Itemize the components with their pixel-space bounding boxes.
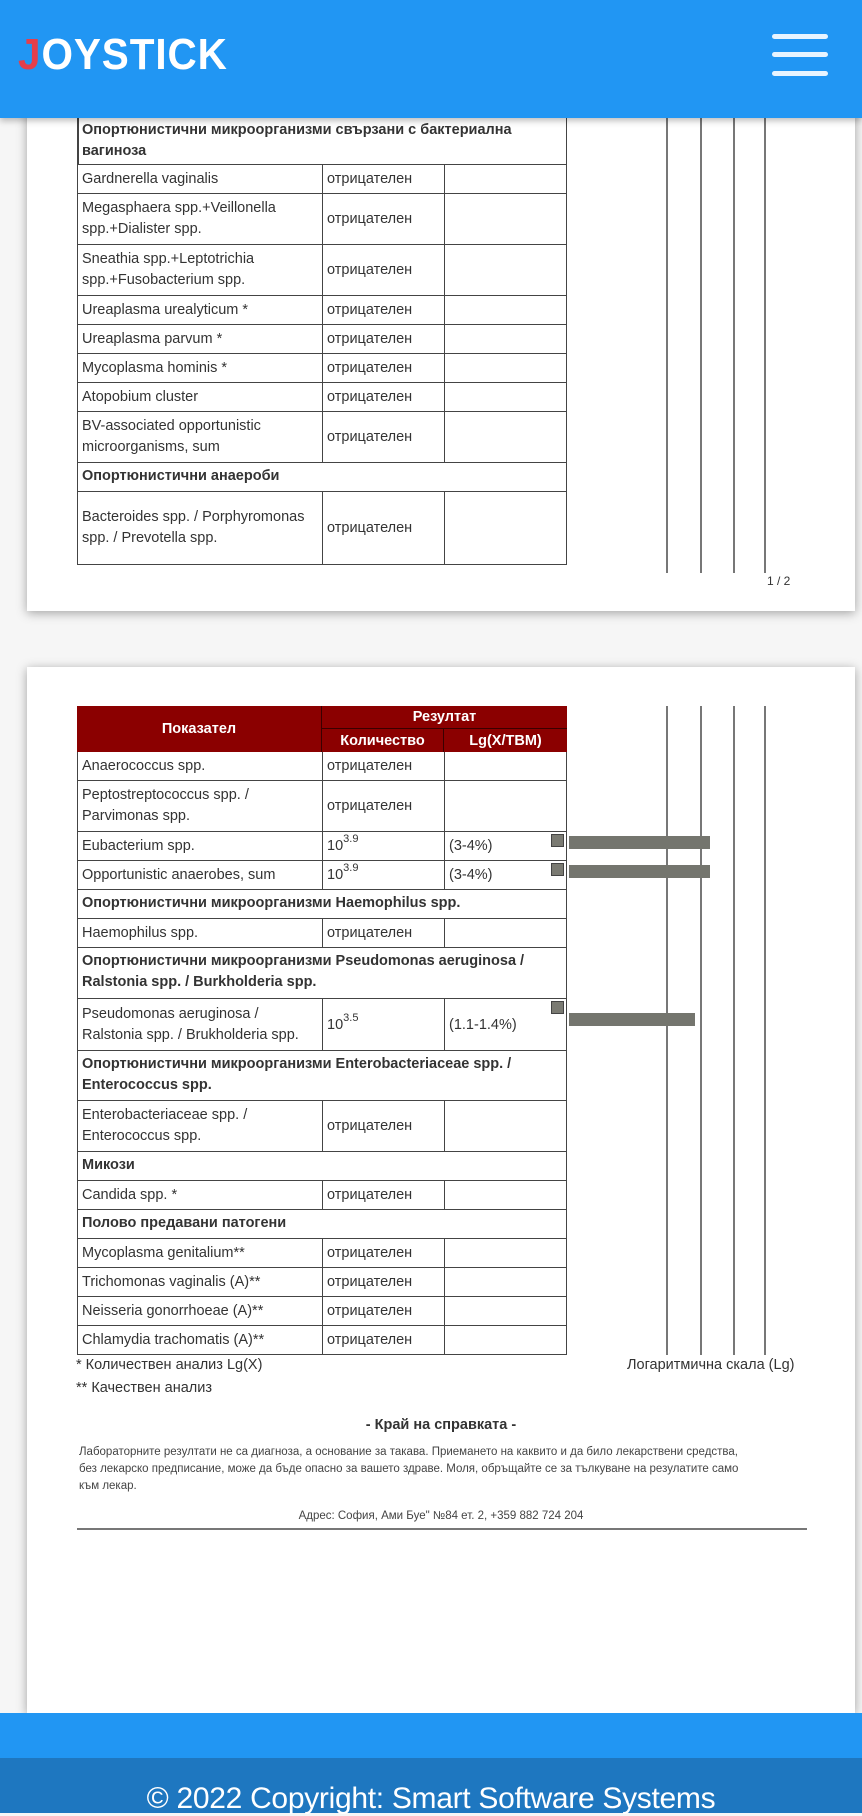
- disclaimer-line: без лекарско предписание, може да бъде опасно за вашето здраве. Моля, обръщайте се за тълкуване на резулатите само: [79, 1463, 739, 1475]
- indicator-cell: Sneathia spp.+Leptotrichia spp.+Fusobacterium spp.: [78, 245, 323, 295]
- quantity-exponent: 3.5: [343, 1011, 359, 1024]
- table-row: [77, 999, 567, 1051]
- table-row: [77, 1297, 567, 1326]
- table-row: [77, 194, 567, 245]
- quantity-exponent: 3.9: [343, 833, 359, 845]
- quantity-cell: отрицателен: [323, 1326, 445, 1354]
- table-row: [77, 296, 567, 325]
- lg-cell: [445, 325, 566, 353]
- quantity-cell: отрицателен: [323, 752, 445, 780]
- logo-text: OYSTICK: [41, 30, 228, 79]
- table-row: [77, 325, 567, 354]
- table-row: [77, 383, 567, 412]
- table-border: [77, 118, 79, 165]
- table-row: [77, 1239, 567, 1268]
- section-header: [77, 117, 567, 165]
- table-row: [77, 1181, 567, 1210]
- footer-band: [0, 1713, 862, 1758]
- quantity-cell: [323, 861, 445, 889]
- quantity-cell: отрицателен: [323, 1181, 445, 1209]
- indicator-cell: Mycoplasma hominis *: [78, 354, 323, 382]
- lg-cell: [445, 296, 566, 324]
- lg-value: (3-4%): [449, 838, 493, 854]
- menu-line: [772, 34, 828, 39]
- table-row: [77, 492, 567, 565]
- quantity-cell: [323, 832, 445, 860]
- indicator-cell: Ureaplasma parvum *: [78, 325, 323, 353]
- column-header-indicator: Показател: [77, 706, 322, 752]
- indicator-cell: Mycoplasma genitalium**: [78, 1239, 323, 1267]
- column-header-lg: Lg(X/ТВМ): [469, 732, 542, 749]
- quantity-cell: отрицателен: [323, 919, 445, 947]
- table-row: [77, 861, 567, 890]
- lg-cell: [445, 165, 566, 193]
- table-row: [77, 781, 567, 832]
- table-header: [77, 706, 567, 752]
- end-of-report: - Край на справката -: [365, 1417, 517, 1433]
- lg-cell: [445, 919, 566, 947]
- lg-cell: [445, 1268, 566, 1296]
- column-header-result: Резултат: [322, 706, 567, 729]
- indicator-cell: Megasphaera spp.+Veillonella spp.+Dialister spp.: [78, 194, 323, 244]
- lg-cell: [445, 752, 566, 780]
- quantity-base: 10: [327, 838, 344, 854]
- legend-square-icon: [551, 1001, 564, 1014]
- quantity-cell: отрицателен: [323, 383, 445, 411]
- logo[interactable]: [18, 30, 228, 80]
- quantity-cell: отрицателен: [323, 781, 445, 831]
- column-header-quantity: Количество: [322, 729, 444, 752]
- section-header: [77, 1152, 567, 1181]
- lg-cell: [445, 1326, 566, 1354]
- quantity-cell: отрицателен: [323, 1101, 445, 1151]
- section-title: Опортюнистични микроорганизми Enterobacteriaceae spp. / Enterococcus spp.: [82, 1056, 512, 1093]
- indicator-cell: Opportunistic anaerobes, sum: [78, 861, 323, 889]
- table-row: [77, 832, 567, 861]
- log-scale-gridline: [666, 118, 668, 573]
- lg-cell: [445, 781, 566, 831]
- quantity-cell: [323, 999, 445, 1050]
- indicator-cell: Gardnerella vaginalis: [78, 165, 323, 193]
- log-scale-gridline: [666, 706, 668, 1355]
- app-header: [0, 0, 862, 118]
- section-title: Опортюнистични анаероби: [82, 468, 280, 484]
- indicator-cell: Anaerococcus spp.: [78, 752, 323, 780]
- table-row: [77, 412, 567, 463]
- log-scale-gridline: [733, 118, 735, 573]
- footer-copyright: © 2022 Copyright: Smart Software Systems: [0, 1758, 862, 1813]
- quantity-cell: отрицателен: [323, 1297, 445, 1325]
- result-bar: [569, 865, 710, 878]
- quantity-cell: отрицателен: [323, 245, 445, 295]
- log-scale-gridline: [700, 706, 702, 1355]
- disclaimer: [79, 1444, 819, 1495]
- section-header: [77, 463, 567, 492]
- footnote-quantitative: * Количествен анализ Lg(X): [76, 1357, 263, 1373]
- lg-cell: [445, 832, 566, 860]
- menu-line: [772, 52, 828, 57]
- indicator-cell: Ureaplasma urealyticum *: [78, 296, 323, 324]
- table-row: [77, 1326, 567, 1355]
- table-row: [77, 919, 567, 948]
- indicator-cell: Pseudomonas aeruginosa / Ralstonia spp. / Brukholderia spp.: [78, 999, 323, 1050]
- quantity-cell: отрицателен: [323, 1268, 445, 1296]
- disclaimer-line: Лабораторните резултати не са диагноза, а основание за такава. Приемането на каквито и да било лекарствени средства,: [79, 1446, 738, 1458]
- log-scale-gridline: [764, 118, 766, 573]
- section-header: [77, 890, 567, 919]
- address: Адрес: София, Ами Буе" №84 ет. 2, +359 882 724 204: [298, 1510, 584, 1522]
- indicator-cell: Bacteroides spp. / Porphyromonas spp. / Prevotella spp.: [78, 492, 323, 564]
- lg-value: (3-4%): [449, 867, 493, 883]
- lg-value: (1.1-1.4%): [449, 1016, 517, 1033]
- logo-letter-j: J: [18, 30, 42, 79]
- lg-cell: [445, 194, 566, 244]
- lg-cell: [445, 1101, 566, 1151]
- lg-cell: [445, 861, 566, 889]
- lg-cell: [445, 1239, 566, 1267]
- table-row: [77, 245, 567, 296]
- indicator-cell: Eubacterium spp.: [78, 832, 323, 860]
- quantity-cell: отрицателен: [323, 296, 445, 324]
- result-bar: [569, 1013, 695, 1026]
- section-title: Опортюнистични микроорганизми Pseudomonas aeruginosa / Ralstonia spp. / Burkholderia spp.: [82, 953, 525, 990]
- result-bar: [569, 836, 710, 849]
- quantity-cell: отрицателен: [323, 492, 445, 564]
- lg-cell: [445, 999, 566, 1050]
- indicator-cell: Peptostreptococcus spp. / Parvimonas spp.: [78, 781, 323, 831]
- lg-cell: [445, 492, 566, 564]
- log-scale-gridline: [700, 118, 702, 573]
- footnote-qualitative: ** Качествен анализ: [76, 1380, 213, 1396]
- section-title: Опортюнистични микроорганизми Haemophilus spp.: [82, 895, 461, 911]
- table-row: [77, 1101, 567, 1152]
- indicator-cell: BV-associated opportunistic microorganisms, sum: [78, 412, 323, 462]
- divider: [77, 1528, 807, 1530]
- page-number: 1 / 2: [767, 574, 791, 588]
- lg-cell: [445, 383, 566, 411]
- indicator-cell: Candida spp. *: [78, 1181, 323, 1209]
- menu-line: [772, 71, 828, 76]
- section-title: Опортюнистични микроорганизми свързани с бактериална вагиноза: [82, 122, 512, 159]
- log-scale-gridline: [764, 706, 766, 1355]
- section-title: Полово предавани патогени: [82, 1215, 287, 1231]
- quantity-base: 10: [327, 867, 344, 883]
- disclaimer-line: към лекар.: [79, 1480, 137, 1492]
- lg-cell: [445, 245, 566, 295]
- table-row: [77, 165, 567, 194]
- log-scale-gridline: [733, 706, 735, 1355]
- indicator-cell: Trichomonas vaginalis (A)**: [78, 1268, 323, 1296]
- indicator-cell: Haemophilus spp.: [78, 919, 323, 947]
- quantity-cell: отрицателен: [323, 325, 445, 353]
- section-header: [77, 1210, 567, 1239]
- section-title: Микози: [82, 1157, 135, 1173]
- hamburger-menu-icon[interactable]: [770, 32, 830, 78]
- log-scale-label: Логаритмична скала (Lg): [627, 1357, 795, 1373]
- table-row: [77, 1268, 567, 1297]
- lg-cell: [445, 412, 566, 462]
- lg-cell: [445, 1181, 566, 1209]
- quantity-cell: отрицателен: [323, 1239, 445, 1267]
- table-row: [77, 752, 567, 781]
- quantity-cell: отрицателен: [323, 194, 445, 244]
- indicator-cell: Atopobium cluster: [78, 383, 323, 411]
- legend-square-icon: [551, 863, 564, 876]
- quantity-cell: отрицателен: [323, 412, 445, 462]
- quantity-base: 10: [327, 1016, 344, 1033]
- quantity-cell: отрицателен: [323, 354, 445, 382]
- lg-cell: [445, 1297, 566, 1325]
- quantity-exponent: 3.9: [343, 862, 359, 874]
- legend-square-icon: [551, 834, 564, 847]
- quantity-cell: отрицателен: [323, 165, 445, 193]
- indicator-cell: Neisseria gonorrhoeae (A)**: [78, 1297, 323, 1325]
- lg-cell: [445, 354, 566, 382]
- table-row: [77, 354, 567, 383]
- indicator-cell: Chlamydia trachomatis (A)**: [78, 1326, 323, 1354]
- section-header: [77, 948, 567, 999]
- indicator-cell: Enterobacteriaceae spp. / Enterococcus spp.: [78, 1101, 323, 1151]
- section-header: [77, 1051, 567, 1101]
